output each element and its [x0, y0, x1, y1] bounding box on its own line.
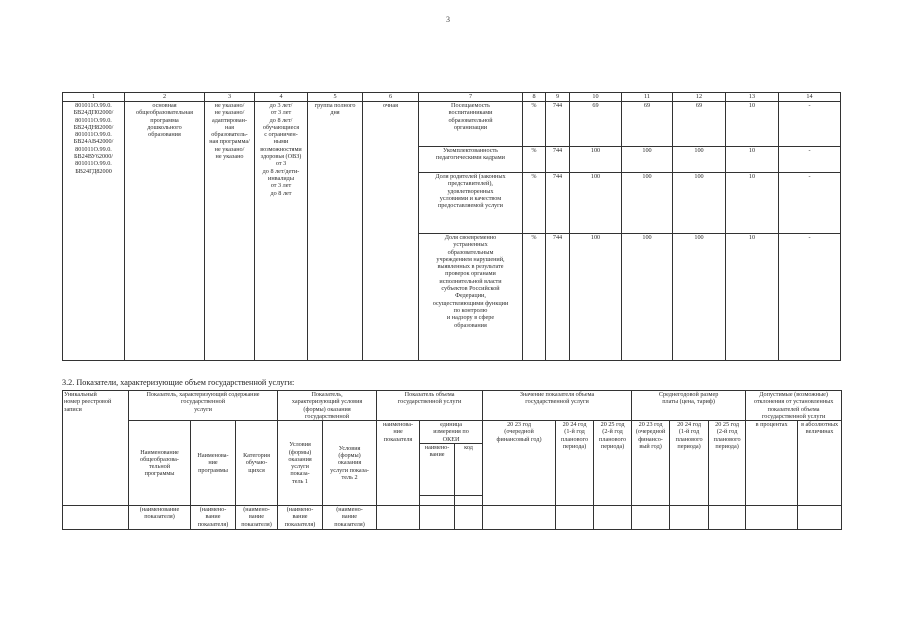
value-y1: 100 — [570, 173, 622, 234]
unit-cell: % — [523, 147, 546, 173]
unit-cell: % — [523, 102, 546, 147]
header-volume-name: наименова- ние показателя — [377, 421, 420, 506]
deviation-abs: - — [779, 147, 841, 173]
indicator-name: Посещаемость воспитанниками образовательной организации — [419, 102, 523, 147]
header-unit-code: код — [455, 444, 483, 496]
okei-cell: 744 — [546, 102, 570, 147]
header-value-year2: 20 24 год (1-й год планового периода) — [556, 421, 594, 506]
deviation-abs: - — [779, 102, 841, 147]
col-number: 9 — [546, 93, 570, 102]
header-volume-indicator: Показатель объема государственной услуги — [377, 391, 483, 421]
header-condition-1: Условия (формы) оказания услуги показа- тель 1 — [278, 421, 323, 506]
header-program-name: Наименова- ние программы — [191, 421, 236, 506]
col-number: 8 — [523, 93, 546, 102]
program-type-cell: не указано/ не указано/ адаптирован- ная образователь- ная программа/ не указано/ не указано — [205, 102, 255, 361]
col-number: 1 — [63, 93, 125, 102]
condition1-cell: группа полного дня — [308, 102, 363, 361]
deviation-abs: - — [779, 234, 841, 361]
value-y2: 69 — [622, 102, 673, 147]
header-value-year3: 20 25 год (2-й год планового периода) — [594, 421, 632, 506]
deviation-pct: 10 — [726, 234, 779, 361]
col-number: 3 — [205, 93, 255, 102]
value-y3: 69 — [673, 102, 726, 147]
col-number: 4 — [255, 93, 308, 102]
page-number: 3 — [446, 15, 450, 24]
column-number-row — [63, 93, 841, 102]
header-category: Категория обучаю- щихся — [236, 421, 278, 506]
deviation-abs: - — [779, 173, 841, 234]
col-number: 10 — [570, 93, 622, 102]
indicator-name-placeholder: (наименование показателя) — [129, 506, 191, 530]
header-volume-value: Значение показателя объема государственной услуги — [483, 391, 632, 421]
quality-indicators-table — [62, 92, 841, 361]
okei-cell: 744 — [546, 147, 570, 173]
indicator-name-row — [63, 506, 842, 530]
deviation-pct: 10 — [726, 102, 779, 147]
header-content-name: Наименование общеобразова- тельной программы — [129, 421, 191, 506]
indicator-name-placeholder: (наимено- вание показателя) — [323, 506, 377, 530]
program-cell: основная общеобразовательная программа дошкольного образования — [125, 102, 205, 361]
indicator-name: Доля родителей (законных представителей), удовлетворенных условиями и качеством предоставляемой услуги — [419, 173, 523, 234]
section-title: 3.2. Показатели, характеризующие объем государственной услуги: — [62, 378, 295, 387]
header-row-1 — [63, 391, 842, 421]
col-number: 12 — [673, 93, 726, 102]
col-number: 11 — [622, 93, 673, 102]
header-unit-name: наимено- вание — [420, 444, 455, 496]
col-number: 13 — [726, 93, 779, 102]
header-content-indicator: Показатель, характеризующий содержание государственной услуги — [129, 391, 278, 421]
condition2-cell: очная — [363, 102, 419, 361]
value-y1: 69 — [570, 102, 622, 147]
value-y3: 100 — [673, 147, 726, 173]
unit-cell: % — [523, 234, 546, 361]
value-y2: 100 — [622, 173, 673, 234]
header-unique-number: Уникальный номер реестровой записи — [63, 391, 129, 506]
header-price-year1: 20 23 год (очередной финансо- вый год) — [632, 421, 670, 506]
header-deviation-percent: в процентах — [746, 421, 798, 506]
header-average-price: Среднегодовой размер платы (цена, тариф) — [632, 391, 746, 421]
category-cell: до 3 лет/ от 3 лет до 8 лет/ обучающиеся с ограничен- ными возможностями здоровья (ОВЗ) от 3 до 8 лет/дети- инвалиды от 3 лет до 8 лет — [255, 102, 308, 361]
indicator-name-placeholder: (наимено- вание показателя) — [278, 506, 323, 530]
okei-cell: 744 — [546, 234, 570, 361]
header-volume-unit: единица измерения по ОКЕИ — [420, 421, 483, 444]
value-y2: 100 — [622, 147, 673, 173]
value-y3: 100 — [673, 173, 726, 234]
deviation-pct: 10 — [726, 147, 779, 173]
col-number: 7 — [419, 93, 523, 102]
header-allowed-deviation: Допустимые (возможные) отклонения от установленных показателей объема государственной услуги — [746, 391, 842, 421]
indicator-name-placeholder: (наимено- вание показателя) — [236, 506, 278, 530]
value-y3: 100 — [673, 234, 726, 361]
value-y1: 100 — [570, 147, 622, 173]
value-y2: 100 — [622, 234, 673, 361]
col-number: 14 — [779, 93, 841, 102]
deviation-pct: 10 — [726, 173, 779, 234]
col-number: 2 — [125, 93, 205, 102]
header-price-year2: 20 24 год (1-й год планового периода) — [670, 421, 709, 506]
header-deviation-absolute: в абсолютных величинах — [798, 421, 842, 506]
col-number: 5 — [308, 93, 363, 102]
table-row — [63, 102, 841, 147]
volume-indicators-table — [62, 390, 842, 530]
unique-number-cell: 801011О.99.0. БВ24ДП02000/ 801011О.99.0. БВ24ДН82000/ 801011О.99.0. БВ24АВ42000/ 801011О.99.0. БВ24ВУ62000/ 801011О.99.0. БВ24ГД82000 — [63, 102, 125, 361]
indicator-name-placeholder: (наимено- вание показателя) — [191, 506, 236, 530]
header-value-year1: 20 23 год (очередной финансовый год) — [483, 421, 556, 506]
value-y1: 100 — [570, 234, 622, 361]
unit-cell: % — [523, 173, 546, 234]
header-condition-2: Условия (формы) оказания услуги показа- тель 2 — [323, 421, 377, 506]
indicator-name: Доля своевременно устраненных образовательным учреждением нарушений, выявленных в результате проверок органами исполнительной власти субъектов Российской Федерации, осуществляющими функции по контролю и надзору в сфере образования — [419, 234, 523, 361]
header-row-2 — [63, 421, 842, 444]
okei-cell: 744 — [546, 173, 570, 234]
indicator-name: Укомплектованность педагогическими кадрами — [419, 147, 523, 173]
col-number: 6 — [363, 93, 419, 102]
header-price-year3: 20 25 год (2-й год планового периода) — [709, 421, 746, 506]
header-conditions-indicator: Показатель, характеризующий условия (формы) оказания государственной — [278, 391, 377, 421]
